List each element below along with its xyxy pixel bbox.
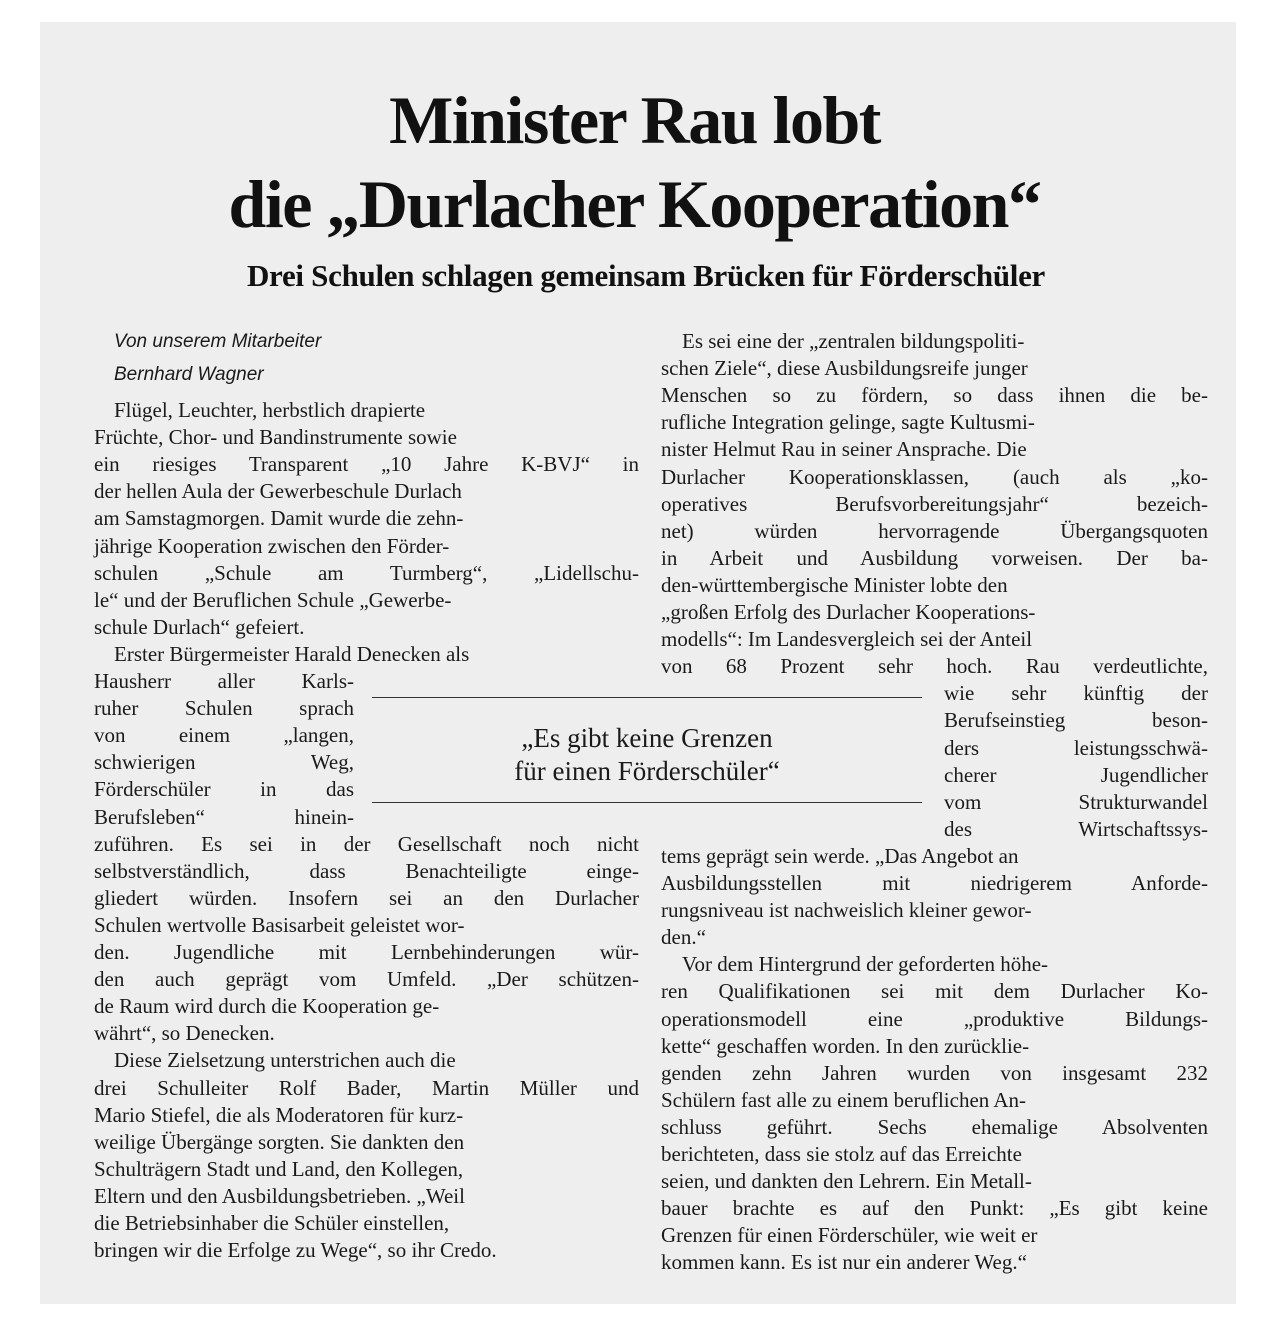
article-line: seien, und dankten den Lehrern. Ein Metall- xyxy=(661,1169,1032,1194)
article-line: rungsniveau ist nachweislich kleiner gewor- xyxy=(661,898,1032,923)
article-line: net) würden hervorragende Übergangsquoten xyxy=(661,518,1208,543)
article-line: kette“ geschaffen worden. In den zurücklie- xyxy=(661,1033,1030,1058)
article-line: am Samstagmorgen. Damit wurde die zehn- xyxy=(94,506,464,531)
article-line: kommen kann. Es ist nur ein anderer Weg.“ xyxy=(661,1250,1027,1275)
article-line: wie sehr künftig der xyxy=(944,681,1208,706)
article-line: Ausbildungsstellen mit niedrigerem Anforde- xyxy=(661,871,1208,895)
article-line: cherer Jugendlicher xyxy=(944,762,1208,787)
article-line: Diese Zielsetzung unterstrichen auch die xyxy=(114,1048,456,1073)
article-line: genden zehn Jahren wurden von insgesamt 232 xyxy=(661,1060,1208,1085)
article-line: währt“, so Denecken. xyxy=(94,1021,275,1046)
article-line: den auch geprägt vom Umfeld. „Der schützen- xyxy=(94,967,639,992)
article-line: schwierigen Weg, xyxy=(94,750,354,775)
article-line: tems geprägt sein werde. „Das Angebot an xyxy=(661,843,1019,868)
subheadline: Drei Schulen schlagen gemeinsam Brücken für Förderschüler xyxy=(246,258,1046,293)
article-line: Eltern und den Ausbildungsbetrieben. „Weil xyxy=(94,1183,465,1208)
article-line: Flügel, Leuchter, herbstlich drapierte xyxy=(114,398,426,422)
pull-quote-line-1: „Es gibt keine Grenzen xyxy=(521,723,773,753)
article-line: ren Qualifikationen sei mit dem Durlacher Ko- xyxy=(661,979,1208,1004)
article-line: vom Strukturwandel xyxy=(944,789,1208,814)
article-line: schulen „Schule am Turmberg“, „Lidellschu- xyxy=(94,560,639,585)
article-line: zuführen. Es sei in der Gesellschaft noch nicht xyxy=(94,831,639,856)
article-line: den.“ xyxy=(661,925,706,950)
article-line: Schulen wertvolle Basisarbeit geleistet wor- xyxy=(94,912,465,937)
article-line: bauer brachte es auf den Punkt: „Es gibt keine xyxy=(661,1196,1208,1221)
article-line: drei Schulleiter Rolf Bader, Martin Müller und xyxy=(94,1075,639,1100)
article-line: operationsmodell eine „produktive Bildungs- xyxy=(661,1006,1208,1031)
headline-line-1: Minister Rau lobt xyxy=(389,82,880,158)
article-line: Berufsleben“ hinein- xyxy=(94,804,354,829)
article-line: schluss geführt. Sechs ehemalige Absolventen xyxy=(661,1114,1208,1139)
article-line: berichteten, dass sie stolz auf das Erreichte xyxy=(661,1142,1022,1166)
article-line: Durlacher Kooperationsklassen, (auch als „ko- xyxy=(661,464,1208,489)
article-line: gliedert würden. Insofern sei an den Durlacher xyxy=(94,885,639,910)
article-line: operatives Berufsvorbereitungsjahr“ bezeich- xyxy=(661,491,1208,516)
byline-author: Bernhard Wagner xyxy=(114,364,264,385)
article-line: schen Ziele“, diese Ausbildungsreife junger xyxy=(661,356,1028,381)
article-line: schule Durlach“ gefeiert. xyxy=(94,614,305,639)
article-line: Schulträgern Stadt und Land, den Kollegen, xyxy=(94,1156,464,1181)
article-line: den. Jugendliche mit Lernbehinderungen wür- xyxy=(94,940,639,964)
headline-line-2: die „Durlacher Kooperation“ xyxy=(228,166,1041,242)
article-line: Erster Bürgermeister Harald Denecken als xyxy=(114,641,470,666)
pull-quote-top-rule xyxy=(372,697,922,698)
article-line: modells“: Im Landesvergleich sei der Anteil xyxy=(661,627,1033,652)
article-line: Grenzen für einen Förderschüler, wie weit er xyxy=(661,1223,1038,1248)
article-line: Vor dem Hintergrund der geforderten höhe- xyxy=(682,952,1049,977)
pull-quote-bottom-rule xyxy=(372,802,922,803)
pull-quote-line-2: für einen Förderschüler“ xyxy=(514,756,780,786)
article-line: de Raum wird durch die Kooperation ge- xyxy=(94,994,440,1019)
byline-role: Von unserem Mitarbeiter xyxy=(114,331,322,352)
article-line: den-württembergische Minister lobte den xyxy=(661,572,1008,597)
article-line: jährige Kooperation zwischen den Förder- xyxy=(94,533,450,558)
article-line: selbstverständlich, dass Benachteiligte einge- xyxy=(94,858,639,883)
article-line: in Arbeit und Ausbildung vorweisen. Der ba- xyxy=(661,545,1208,570)
article-line: ruher Schulen sprach xyxy=(94,696,354,721)
article-line: Es sei eine der „zentralen bildungspoliti- xyxy=(682,329,1025,353)
article-line: der hellen Aula der Gewerbeschule Durlach xyxy=(94,479,462,504)
article-line: Schülern fast alle zu einem beruflichen An- xyxy=(661,1087,1027,1112)
article-line: rufliche Integration gelinge, sagte Kultusmi- xyxy=(661,410,1035,435)
article-line: Mario Stiefel, die als Moderatoren für kurz- xyxy=(94,1102,464,1127)
article-line: Menschen so zu fördern, so dass ihnen die be- xyxy=(661,383,1208,408)
article-line: die Betriebsinhaber die Schüler einstellen, xyxy=(94,1211,450,1235)
article-line: Früchte, Chor- und Bandinstrumente sowie xyxy=(94,425,457,450)
article-line: bringen wir die Erfolge zu Wege“, so ihr Credo. xyxy=(94,1238,497,1263)
article-line: ders leistungsschwä- xyxy=(944,735,1208,760)
article-line: „großen Erfolg des Durlacher Kooperations- xyxy=(661,600,1036,624)
article-line: ein riesiges Transparent „10 Jahre K-BVJ“ in xyxy=(94,452,639,477)
article-line: Berufseinstieg beson- xyxy=(944,708,1208,733)
article-line: von 68 Prozent sehr hoch. Rau verdeutlichte, xyxy=(661,654,1208,679)
article-line: le“ und der Beruflichen Schule „Gewerbe- xyxy=(94,587,452,612)
article-line: Förderschüler in das xyxy=(94,777,354,802)
article-line: Hausherr aller Karls- xyxy=(94,669,354,693)
article-line: von einem „langen, xyxy=(94,723,354,748)
article-line: nister Helmut Rau in seiner Ansprache. Die xyxy=(661,437,1027,462)
article-line: weilige Übergänge sorgten. Sie dankten den xyxy=(94,1129,465,1154)
article-line: des Wirtschaftssys- xyxy=(944,816,1208,841)
